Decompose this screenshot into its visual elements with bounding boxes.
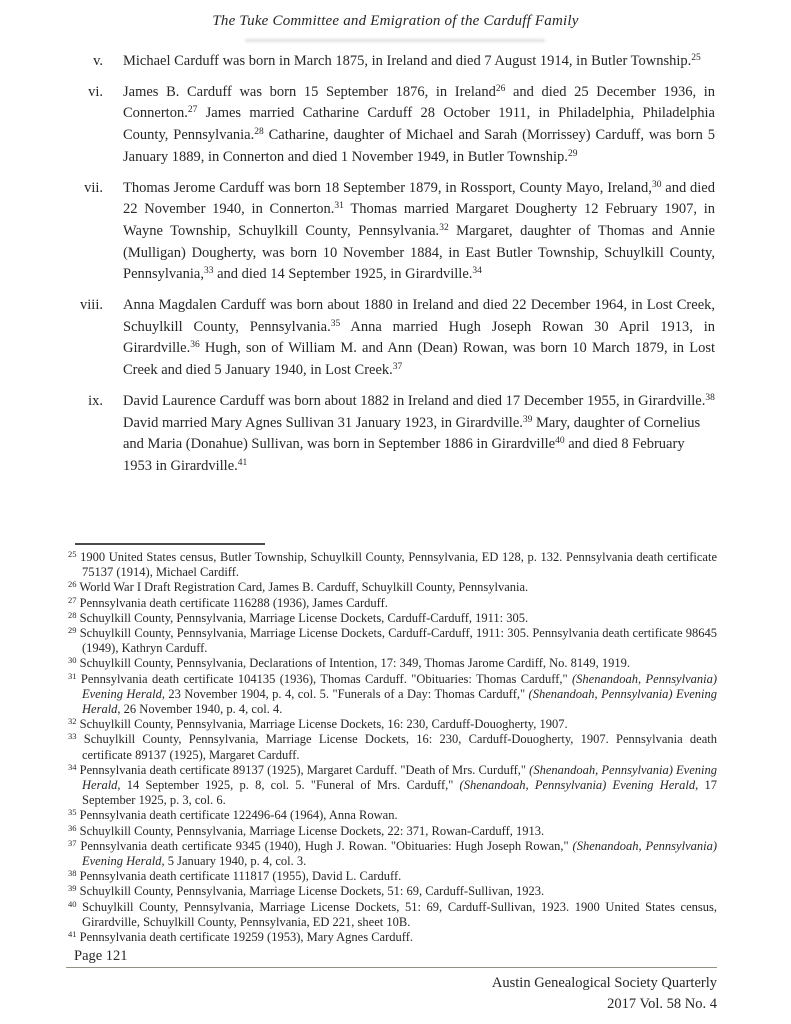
footnote-number: 41 (68, 929, 77, 940)
list-item (75, 82, 716, 169)
footnote-reference: 32 (439, 222, 449, 233)
text-run: James B. Carduff was born 15 September 1876, in Ireland (123, 83, 496, 100)
footnote-number: 40 (68, 898, 77, 909)
text-run: , 23 November 1904, p. 4, col. 5. "Funerals of a Day: Thomas Carduff," (161, 686, 529, 701)
footnote-number: 28 (68, 609, 77, 620)
footnote-separator (75, 543, 265, 545)
footnote-reference: 31 (334, 201, 344, 212)
journal-issue: 2017 Vol. 58 No. 4 (607, 995, 717, 1012)
text-run: , 17 September 1925, p. 3, col. 6. (82, 778, 717, 808)
text-run: Schuylkill County, Pennsylvania, Declarations of Intention, 17: 349, Thomas Jarome Cardiff, No. 8149, 1919. (79, 656, 631, 671)
footnote (68, 580, 717, 595)
article-title: The Tuke Committee and Emigration of the Carduff Family (212, 13, 579, 29)
footnote-reference: 28 (254, 127, 264, 138)
text-run: and died 22 November 1940, in Connerton. (123, 179, 715, 218)
text-run: Thomas married Margaret Dougherty 12 February 1907, in Wayne Township, Schuylkill County, Pennsylvania. (123, 201, 715, 239)
footnote-number: 27 (68, 594, 77, 605)
source-title: (Shenandoah, Pennsylvania) Evening Herald (82, 762, 718, 793)
footnote-reference: 37 (392, 362, 403, 373)
text-run: David married Mary Agnes Sullivan 31 January 1923, in Girardville. (123, 414, 523, 431)
text-run: Margaret, daughter of Thomas and Annie (Mulligan) Dougherty, was born 10 November 1884, in East Butler Township, Schuylkill County, Pennsylvania, (123, 222, 715, 283)
footnote-number: 30 (68, 655, 77, 666)
footnote-reference: 33 (203, 266, 214, 277)
text-run: Michael Carduff was born in March 1875, in Ireland and died 7 August 1914, in Butler Township. (123, 53, 692, 69)
footnote (68, 626, 717, 656)
text-run: Schuylkill County, Pennsylvania, Marriage License Dockets, Carduff-Carduff, 1911: 305. Pennsylvania death certificate 98645 (1949), Kathryn Carduff. (79, 626, 717, 656)
footnote-reference: 38 (705, 392, 715, 403)
text-run: and died 14 September 1925, in Girardville. (213, 266, 473, 283)
list-item (75, 391, 716, 478)
source-title: (Shenandoah, Pennsylvania) Evening Herald (82, 838, 718, 869)
list-item (75, 295, 716, 382)
list-item-text (123, 82, 715, 169)
text-run: Anna Magdalen Carduff was born about 1880 in Ireland and died 22 December 1964, in Lost Creek, Schuylkill County, Pennsylvania. (123, 297, 715, 335)
text-run: 1900 United States census, Butler Township, Schuylkill County, Pennsylvania, ED 128, p. 132. Pennsylvania death certificate 75137 (1914), Michael Cardiff. (80, 550, 717, 580)
footnote (68, 930, 717, 945)
footnote-number: 34 (68, 761, 77, 772)
list-item-text (123, 295, 715, 382)
footnote-reference: 35 (330, 318, 341, 329)
footnote-reference: 39 (522, 414, 533, 425)
journal-title: Austin Genealogical Society Quarterly (491, 975, 717, 991)
footnote (68, 717, 717, 732)
family-member-list (75, 51, 716, 487)
list-item-text (123, 51, 715, 73)
footnote (68, 900, 717, 930)
text-run: and died 8 February 1953 in Girardville. (123, 436, 685, 474)
text-run: Schuylkill County, Pennsylvania, Marriage License Dockets, 22: 371, Rowan-Carduff, 1913. (79, 823, 545, 838)
source-title: (Shenandoah, Pennsylvania) Evening Herald (82, 671, 718, 701)
footnote (68, 839, 717, 869)
text-run: Hugh, son of William M. and Ann (Dean) Rowan, was born 10 March 1879, in Lost Creek and died 5 January 1940, in Lost Creek. (123, 340, 715, 379)
footnote-number: 29 (68, 625, 77, 636)
page-number: Page 121 (74, 948, 128, 964)
text-run: David Laurence Carduff was born about 1882 in Ireland and died 17 December 1955, in Girardville. (123, 392, 706, 409)
list-numeral: v. (93, 53, 103, 69)
list-numeral: viii. (80, 297, 103, 314)
text-run: and died 25 December 1936, in Connerton. (123, 83, 715, 122)
list-numeral: vi. (88, 83, 103, 100)
footnote-reference: 36 (190, 340, 200, 351)
text-run: , 14 September 1925, p. 8, col. 5. "Funeral of Mrs. Carduff," (117, 778, 460, 793)
footnote-reference: 26 (495, 83, 506, 94)
footnote-number: 35 (68, 807, 77, 818)
scan-artifact (245, 39, 545, 42)
footnote-number: 31 (68, 670, 77, 681)
footnote-number: 32 (68, 716, 77, 727)
journal-info (492, 973, 717, 1014)
footnote (68, 732, 717, 762)
footnote-reference: 25 (691, 53, 701, 63)
footnote-number: 37 (68, 837, 77, 848)
text-run: Pennsylvania death certificate 19259 (1953), Mary Agnes Carduff. (79, 930, 413, 945)
footnote (68, 824, 717, 839)
text-run: Mary, daughter of Cornelius and Maria (Donahue) Sullivan, was born in September 1886 in Girardville (123, 414, 701, 453)
footnote-reference: 29 (567, 148, 578, 159)
footer-rule (66, 967, 717, 968)
text-run: , 5 January 1940, p. 4, col. 3. (161, 854, 307, 869)
footnote-number: 33 (68, 731, 77, 742)
list-numeral: vii. (84, 179, 103, 196)
footnote (68, 808, 717, 823)
footnote (68, 596, 717, 611)
text-run: Schuylkill County, Pennsylvania, Marriage License Dockets, Carduff-Carduff, 1911: 305. (79, 610, 529, 625)
text-run: Pennsylvania death certificate 111817 (1955), David L. Carduff. (79, 869, 402, 884)
text-run: Pennsylvania death certificate 116288 (1936), James Carduff. (79, 595, 388, 610)
footnote (68, 550, 717, 580)
footnote (68, 656, 717, 671)
text-run: Schuylkill County, Pennsylvania, Marriage License Dockets, 16: 230, Carduff-Douogherty, 1907. Pennsylvania death certificate 89137 (1925), Margaret Carduff. (82, 732, 718, 762)
footnote-number: 26 (68, 579, 77, 590)
text-run: Anna married Hugh Joseph Rowan 30 April 1913, in Girardville. (123, 318, 715, 357)
footnote (68, 611, 717, 626)
footnote (68, 884, 717, 899)
text-run: , 26 November 1940, p. 4, col. 4. (117, 702, 283, 717)
list-numeral: ix. (88, 392, 103, 409)
source-title: (Shenandoah, Pennsylvania) Evening Herald (459, 778, 696, 793)
text-run: Pennsylvania death certificate 122496-64 (1964), Anna Rowan. (79, 808, 398, 823)
text-run: Schuylkill County, Pennsylvania, Marriage License Dockets, 51: 69, Carduff-Sullivan, 1923. 1900 United States census, Girardville, Schuylkill County, Pennsylvania, ED 221, sheet 10B. (82, 899, 718, 929)
footnotes-section (68, 550, 717, 945)
list-item-text (123, 178, 715, 287)
text-run: Thomas Jerome Carduff was born 18 September 1879, in Rossport, County Mayo, Ireland, (123, 179, 652, 196)
text-run: Pennsylvania death certificate 9345 (1940), Hugh J. Rowan. "Obituaries: Hugh Joseph Rowan," (80, 838, 573, 853)
footnote-number: 25 (68, 549, 77, 559)
footnote-number: 36 (68, 822, 77, 833)
footnote-reference: 40 (555, 436, 565, 447)
footnote-reference: 30 (651, 179, 662, 190)
footnote (68, 672, 717, 718)
footnote-reference: 34 (472, 266, 482, 277)
list-item (75, 178, 716, 287)
source-title: (Shenandoah, Pennsylvania) Evening Herald (82, 686, 717, 717)
text-run: Schuylkill County, Pennsylvania, Marriage License Dockets, 51: 69, Carduff-Sullivan, 1923. (79, 884, 545, 899)
footnote-reference: 27 (187, 105, 198, 116)
text-run: Catharine, daughter of Michael and Sarah (Morrissey) Carduff, was born 5 January 1889, in Connerton and died 1 November 1949, in Butler Township. (123, 127, 715, 165)
footnote-number: 38 (68, 868, 77, 879)
footnote (68, 869, 717, 884)
footnote-number: 39 (68, 883, 77, 894)
list-item-text (123, 391, 715, 478)
text-run: Pennsylvania death certificate 89137 (1925), Margaret Carduff. "Death of Mrs. Curduff," (79, 762, 530, 777)
footnote-reference: 41 (237, 457, 248, 468)
text-run: World War I Draft Registration Card, James B. Carduff, Schuylkill County, Pennsylvania. (79, 580, 529, 595)
list-item (75, 51, 716, 73)
footnote (68, 763, 717, 809)
text-run: Schuylkill County, Pennsylvania, Marriage License Dockets, 16: 230, Carduff-Douogherty, 1907. (79, 717, 568, 732)
text-run: James married Catharine Carduff 28 October 1911, in Philadelphia, Philadelphia County, Pennsylvania. (123, 105, 715, 144)
text-run: Pennsylvania death certificate 104135 (1936), Thomas Carduff. "Obituaries: Thomas Carduff," (80, 671, 573, 686)
